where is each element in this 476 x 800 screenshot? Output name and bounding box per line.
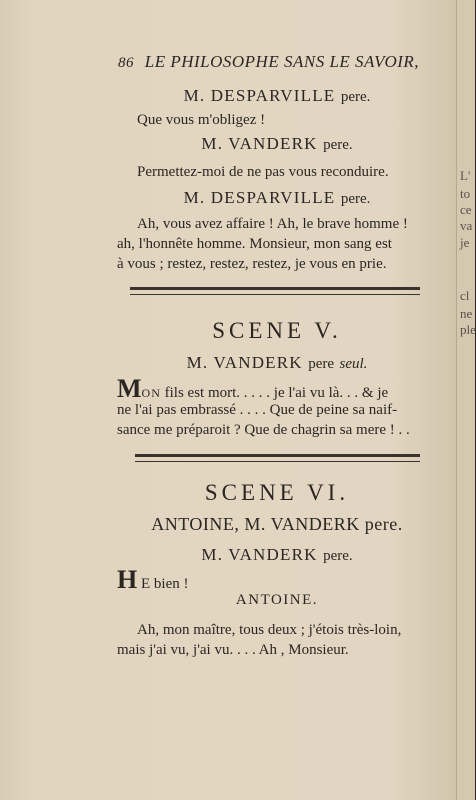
drop-cap: M: [117, 374, 142, 403]
section-rule: [130, 287, 420, 295]
running-title: LE PHILOSOPHE SANS LE SAVOIR,: [144, 52, 420, 71]
scene5-line-2: ne l'ai pas embrassé . . . . Que de peine sa naif-: [117, 402, 398, 418]
scene6-line-he: H E bien !: [117, 565, 189, 594]
section-rule: [135, 454, 420, 462]
scene6-characters: ANTOINE, M. VANDERK pere.: [151, 514, 403, 534]
running-header: [118, 52, 428, 72]
scene-heading: SCENE VI.: [204, 480, 350, 505]
drop-cap: H: [117, 565, 138, 594]
dialogue-line: ah, l'honnête homme. Monsieur, mon sang est: [117, 236, 392, 252]
speaker-antoine: ANTOINE.: [235, 592, 319, 608]
page-number: 86: [118, 55, 134, 71]
speaker-desparville: M. DESPARVILLE pere.: [183, 86, 371, 105]
scene-heading: SCENE V.: [212, 318, 342, 343]
dialogue-line: Permettez-moi de ne pas vous reconduire.: [137, 164, 389, 180]
speaker-desparville: M. DESPARVILLE pere.: [183, 188, 371, 207]
dialogue-line: Ah, vous avez affaire ! Ah, le brave homme !: [137, 216, 408, 232]
speaker-vanderk: M. VANDERK pere.: [201, 134, 353, 153]
facing-page-edge: L' to ce va je cl ne ple: [456, 0, 475, 800]
dialogue-line: Que vous m'obligez !: [137, 112, 266, 128]
scene5-line-3: sance me préparoit ? Que de chagrin sa mere ! . .: [117, 422, 410, 438]
scene6-line-2: mais j'ai vu, j'ai vu. . . . Ah , Monsieur.: [117, 642, 349, 658]
scene6-line-1: Ah, mon maître, tous deux ; j'étois très-loin,: [137, 622, 402, 638]
dialogue-line: à vous ; restez, restez, restez, je vous en prie.: [117, 256, 387, 272]
scene5-line-1: MON fils est mort. . . . . je l'ai vu là. . . & je: [117, 374, 389, 403]
speaker-vanderk: M. VANDERK pere.: [201, 545, 353, 564]
scene5-speaker: M. VANDERK pere seul.: [186, 353, 368, 372]
